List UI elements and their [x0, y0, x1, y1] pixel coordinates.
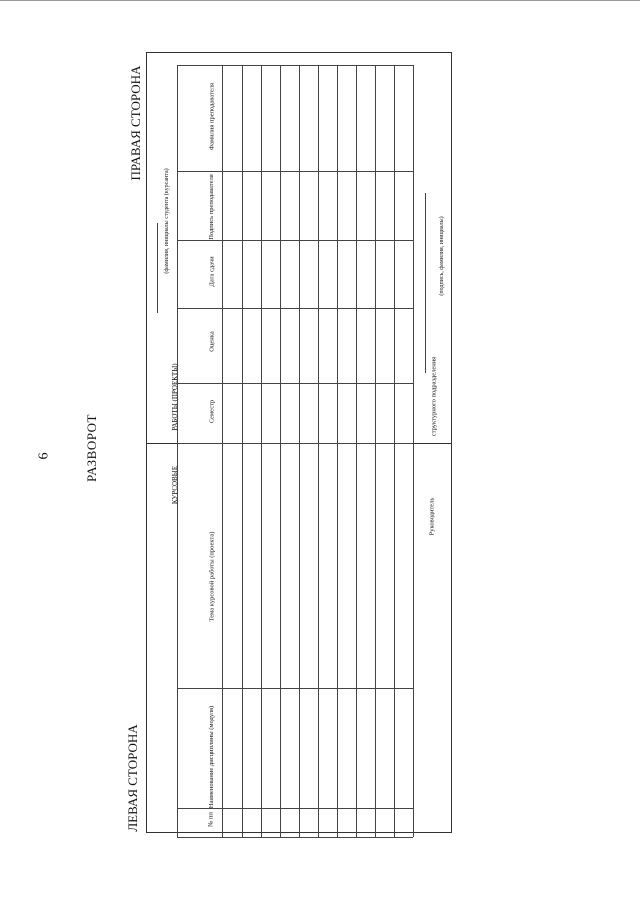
left-side-label: ЛЕВАЯ СТОРОНА — [125, 724, 140, 832]
column-header-semester: Семестр — [208, 399, 216, 424]
table-border-left — [177, 65, 178, 837]
table-column-line — [177, 443, 413, 444]
table-column-line — [177, 171, 413, 172]
record-book-spread — [146, 52, 452, 833]
table-column-line — [177, 808, 413, 809]
footer-signature-line — [425, 193, 426, 373]
table-row-line — [280, 65, 281, 837]
table-row-line — [356, 65, 357, 837]
column-header-teacher: Фамилия преподавателя — [208, 83, 216, 150]
table-row-line — [394, 65, 395, 837]
table-column-line — [177, 65, 413, 66]
table-header-separator — [222, 65, 223, 837]
right-side-label: ПРАВАЯ СТОРОНА — [128, 65, 143, 181]
student-name-caption: (фамилия, инициалы студента (курсанта) — [164, 168, 170, 274]
page-number: 6 — [36, 452, 52, 460]
table-column-line — [177, 308, 413, 309]
student-name-line — [157, 223, 158, 313]
column-header-discipline: Наименование дисциплины (модуля) — [208, 705, 215, 809]
table-column-line — [177, 383, 413, 384]
column-header-grade: Оценка — [208, 331, 216, 352]
column-header-topic: Тема курсовой работы (проекта) — [208, 531, 216, 622]
column-header-signature: Подпись преподавателя — [208, 174, 215, 240]
column-header-number: № пп — [207, 812, 215, 827]
table-row-line — [242, 65, 243, 837]
spread-heading: РАЗВОРОТ — [84, 414, 99, 482]
table-row-line — [299, 65, 300, 837]
table-column-line — [177, 837, 413, 838]
scan-top-edge — [0, 0, 640, 4]
table-row-line — [375, 65, 376, 837]
heading-coursework: КУРСОВЫЕ — [171, 465, 179, 505]
table-border-right — [413, 65, 414, 837]
footer-department-label: структурного подразделения — [430, 356, 438, 437]
table-row-line — [337, 65, 338, 837]
footer-signature-caption: (подпись, фамилия, инициалы) — [439, 216, 445, 296]
table-column-line — [177, 240, 413, 241]
table-row-line — [318, 65, 319, 837]
table-row-line — [261, 65, 262, 837]
column-header-date: Дата сдачи — [208, 256, 216, 287]
heading-works-projects: РАБОТЫ (ПРОЕКТЫ) — [171, 363, 179, 431]
footer-supervisor-label: Руководитель — [428, 497, 436, 536]
table-column-line — [177, 688, 413, 689]
